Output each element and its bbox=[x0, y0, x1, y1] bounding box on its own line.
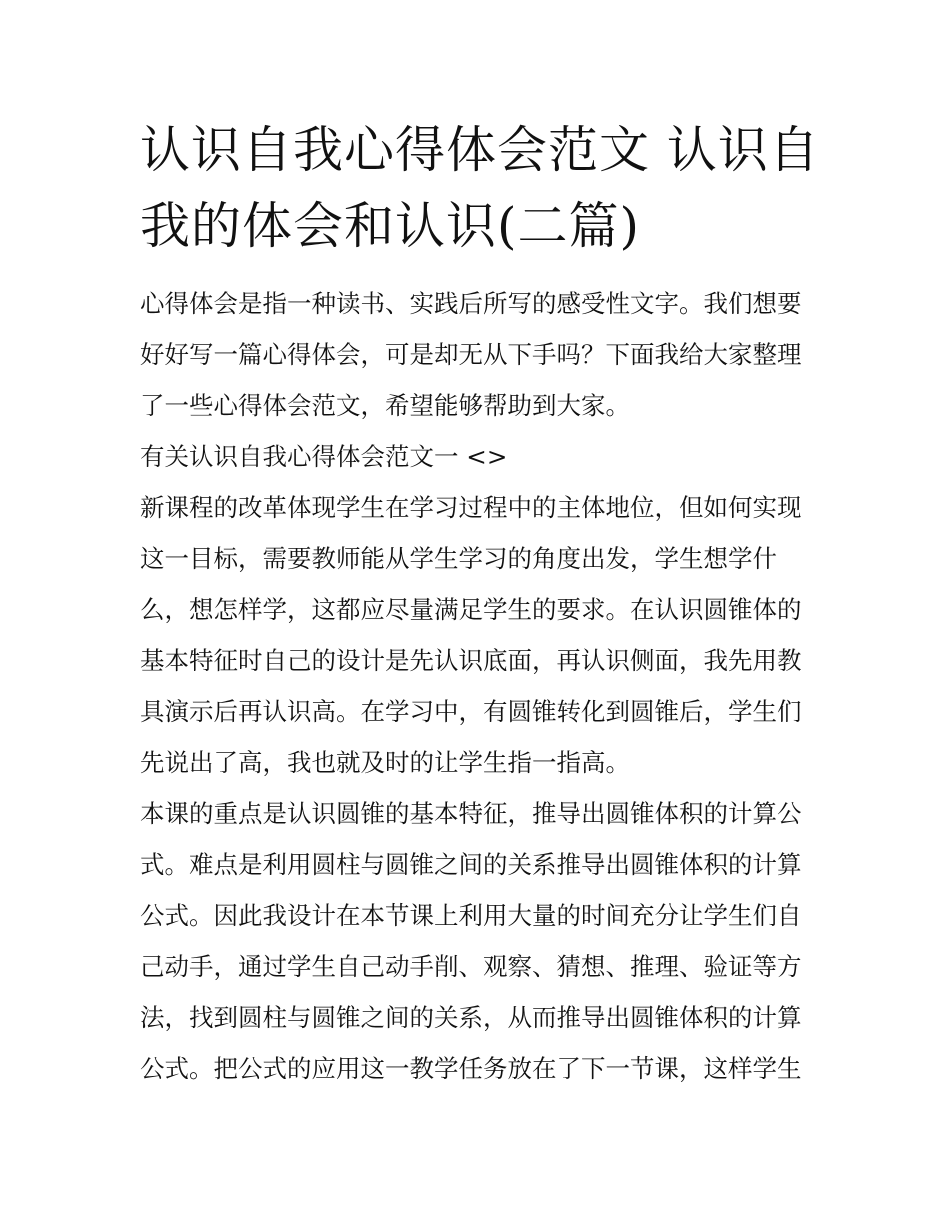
body-line: 本课的重点是认识圆锥的基本特征，推导出圆锥体积的计算公 bbox=[140, 799, 802, 828]
body-line: 了一些心得体会范文，希望能够帮助到大家。 bbox=[140, 391, 630, 420]
section-heading: 有关认识自我心得体会范文一 <> bbox=[140, 442, 508, 471]
body-line: 式。难点是利用圆柱与圆锥之间的关系推导出圆锥体积的计算 bbox=[140, 850, 802, 879]
title-line-1: 认识自我心得体会范文 认识自 bbox=[140, 121, 820, 179]
body-line: 好好写一篇心得体会，可是却无从下手吗？下面我给大家整理 bbox=[140, 340, 802, 369]
body-line: 具演示后再认识高。在学习中，有圆锥转化到圆锥后，学生们 bbox=[140, 697, 802, 726]
body-line: 法，找到圆柱与圆锥之间的关系，从而推导出圆锥体积的计算 bbox=[140, 1003, 802, 1032]
body-line: 公式。把公式的应用这一教学任务放在了下一节课，这样学生 bbox=[140, 1054, 802, 1083]
document-body bbox=[140, 278, 812, 1094]
body-line: 新课程的改革体现学生在学习过程中的主体地位，但如何实现 bbox=[140, 493, 802, 522]
body-line: 心得体会是指一种读书、实践后所写的感受性文字。我们想要 bbox=[140, 289, 802, 318]
body-line: 己动手，通过学生自己动手削、观察、猜想、推理、验证等方 bbox=[140, 952, 802, 981]
document-page bbox=[140, 112, 820, 1094]
body-line: 先说出了高，我也就及时的让学生指一指高。 bbox=[140, 748, 630, 777]
body-line: 公式。因此我设计在本节课上利用大量的时间充分让学生们自 bbox=[140, 901, 802, 930]
title-line-2: 我的体会和认识(二篇) bbox=[140, 197, 641, 255]
body-line: 这一目标，需要教师能从学生学习的角度出发，学生想学什 bbox=[140, 544, 777, 573]
document-title bbox=[140, 112, 820, 264]
body-line: 基本特征时自己的设计是先认识底面，再认识侧面，我先用教 bbox=[140, 646, 802, 675]
body-line: 么，想怎样学，这都应尽量满足学生的要求。在认识圆锥体的 bbox=[140, 595, 802, 624]
